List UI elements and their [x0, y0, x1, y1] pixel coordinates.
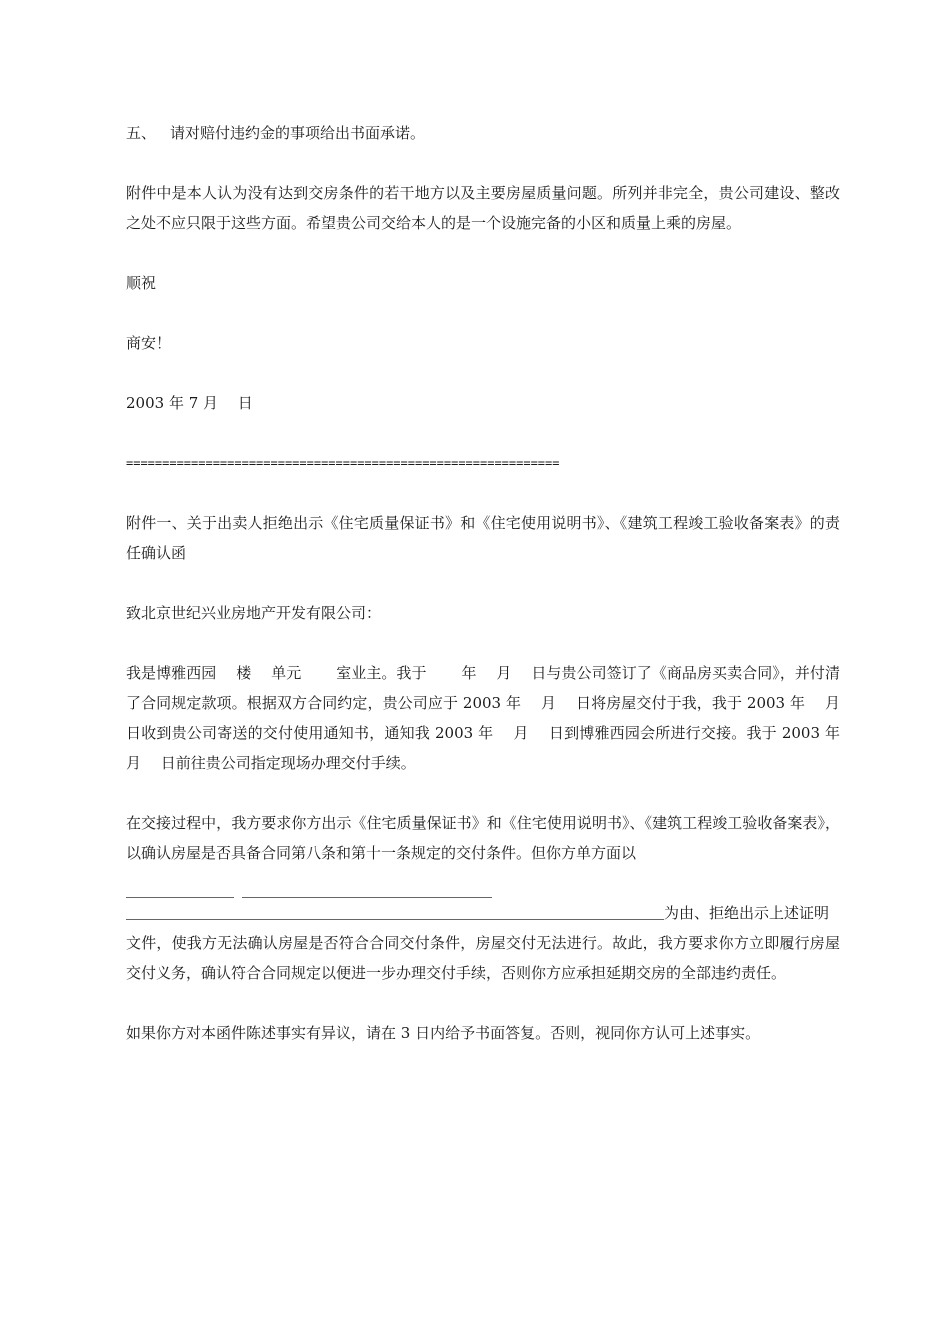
reason-blank-suffix: 为由、拒绝出示上述证明 [664, 904, 830, 922]
fill-in-blank-medium [242, 897, 492, 898]
item-five-number: 五、 [126, 124, 157, 142]
annex-addressee: 致北京世纪兴业房地产开发有限公司： [126, 604, 382, 622]
annex-paragraph-2: 在交接过程中，我方要求你方出示《住宅质量保证书》和《住宅使用说明书》、《建筑工程竣工验收备案表》，以确认房屋是否具备合同第八条和第十一条规定的交付条件。但你方单方面以 [126, 814, 840, 862]
document-page [126, 118, 860, 1048]
annex-paragraph-2-continued: 文件，使我方无法确认房屋是否符合合同交付条件，房屋交付无法进行。故此，我方要求你方立即履行房屋交付义务，确认符合合同规定以便进一步办理交付手续，否则你方应承担延期交房的全部违约责任。 [126, 934, 840, 982]
item-five-text: 请对赔付违约金的事项给出书面承诺。 [170, 124, 426, 142]
attachment-note: 附件中是本人认为没有达到交房条件的若干地方以及主要房屋质量问题。所列并非完全，贵公司建设、整改之处不应只限于这些方面。希望贵公司交给本人的是一个设施完备的小区和质量上乘的房屋。 [126, 184, 840, 232]
fill-in-blanks [126, 872, 840, 898]
letter-date: 2003 年 7 月 日 [126, 394, 253, 412]
item-five [126, 118, 840, 148]
annex-paragraph-3: 如果你方对本函件陈述事实有异议，请在 3 日内给予书面答复。否则，视同你方认可上述事实。 [126, 1024, 761, 1042]
fill-in-blank-long [126, 919, 664, 920]
annex-paragraph-1: 我是博雅西园 楼 单元 室业主。我于 年 月 日与贵公司签订了《商品房买卖合同》，并付清了合同规定款项。根据双方合同约定，贵公司应于 2003 年 月 日将房屋交付于我，我于 2003 年 月 日收到贵公司寄送的交付使用通知书，通知我 2003 年 月 日到博雅西园会所进行交接。我于 2003 年 月 日前往贵公司指定现场办理交付手续。 [126, 664, 860, 772]
reason-blank-row [126, 898, 840, 928]
closing-line-2: 商安！ [126, 334, 172, 352]
separator-line: ============================================================ [126, 456, 560, 470]
fill-in-blank-short [126, 897, 234, 898]
annex-title: 附件一、关于出卖人拒绝出示《住宅质量保证书》和《住宅使用说明书》、《建筑工程竣工验收备案表》的责任确认函 [126, 514, 840, 562]
closing-line-1: 顺祝 [126, 274, 157, 292]
